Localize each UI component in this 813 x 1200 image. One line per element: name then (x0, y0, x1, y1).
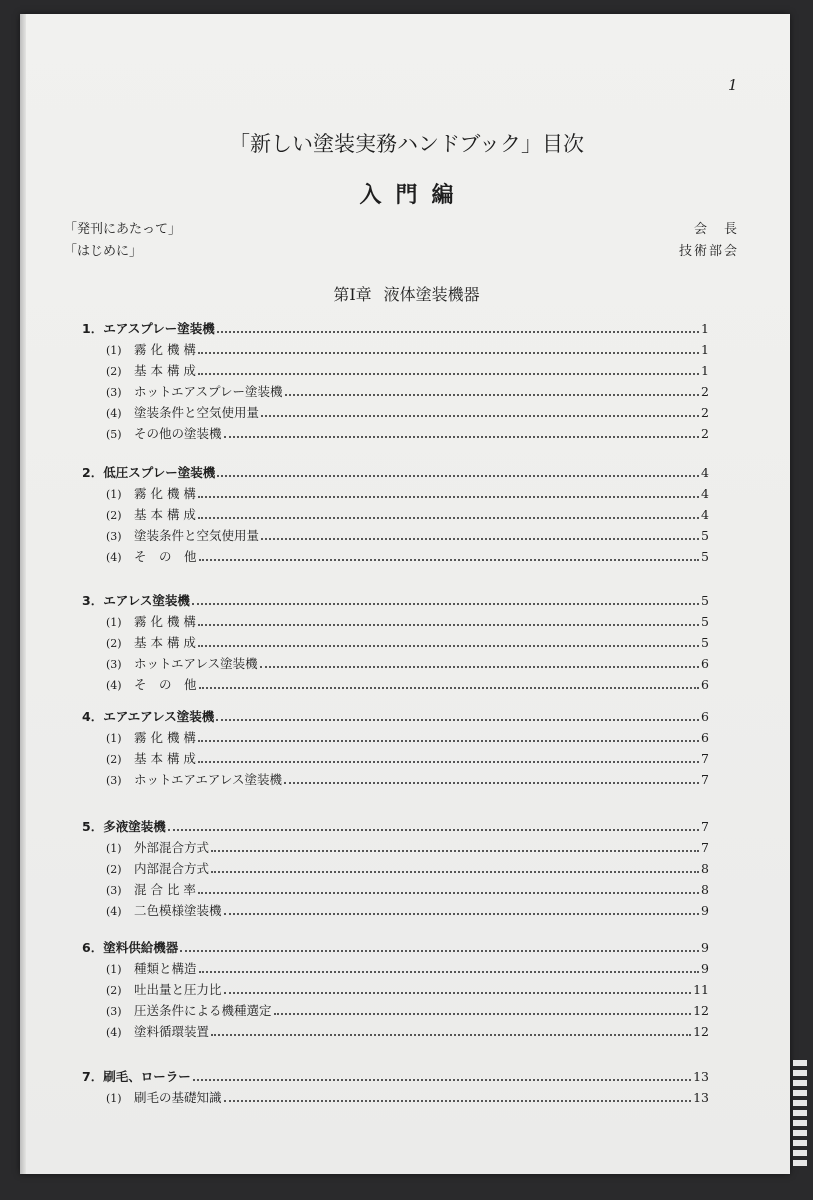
toc-leader-dots (260, 657, 699, 668)
toc-item (106, 484, 709, 504)
toc-item-number: (1) (106, 488, 122, 501)
toc-item (106, 959, 709, 979)
chapter-heading (0, 282, 813, 305)
toc-leader-dots (198, 487, 699, 498)
toc-page-number: 9 (701, 903, 709, 918)
toc-page-number: 7 (701, 751, 709, 766)
toc-item (106, 547, 709, 567)
toc-item (106, 838, 709, 858)
toc-page-number: 6 (701, 709, 709, 724)
toc-subtitle: 入門編 (359, 183, 468, 208)
toc-item-number: (2) (106, 509, 122, 522)
toc-item-label: ホットエアレス塗装機 (134, 656, 258, 671)
toc-page-number: 5 (701, 549, 709, 564)
toc-item-label: 塗装条件と空気使用量 (134, 528, 260, 543)
toc-item-number: (2) (106, 753, 122, 766)
toc-item (106, 675, 709, 695)
toc-page-number: 1 (701, 321, 709, 336)
toc-item (106, 612, 709, 632)
toc-page-number: 2 (701, 384, 709, 399)
toc-leader-dots (224, 1091, 692, 1102)
toc-leader-dots (211, 1025, 691, 1036)
toc-page-number: 12 (693, 1024, 709, 1039)
toc-item-label: 刷毛の基礎知識 (134, 1090, 222, 1105)
toc-page-number: 9 (701, 961, 709, 976)
toc-leader-dots (198, 615, 699, 626)
toc-item (106, 901, 709, 921)
page-number: 1 (728, 76, 738, 94)
toc-leader-dots (198, 731, 699, 742)
toc-page-number: 5 (701, 614, 709, 629)
front-matter-item (64, 240, 739, 259)
toc-leader-dots (224, 427, 700, 438)
toc-item (106, 980, 709, 1000)
toc-item-number: (4) (106, 1026, 122, 1039)
toc-leader-dots (216, 710, 699, 721)
toc-page-number: 8 (701, 882, 709, 897)
toc-page-number: 5 (701, 528, 709, 543)
front-matter-author: 技術部会 (678, 244, 739, 259)
toc-page-number: 6 (701, 730, 709, 745)
front-matter-item (64, 218, 739, 237)
toc-item-number: (3) (106, 1005, 122, 1018)
toc-item (106, 1001, 709, 1021)
toc-item (106, 340, 709, 360)
toc-page-number: 1 (701, 363, 709, 378)
toc-item-label: 混 合 比 率 (134, 882, 196, 897)
toc-item (106, 859, 709, 879)
toc-page-number: 11 (693, 982, 709, 997)
toc-leader-dots (224, 983, 692, 994)
toc-leader-dots (199, 962, 700, 973)
toc-leader-dots (198, 752, 699, 763)
toc-leader-dots (261, 406, 699, 417)
toc-item (106, 1022, 709, 1042)
toc-page-number: 8 (701, 861, 709, 876)
toc-page-number: 9 (701, 940, 709, 955)
toc-item (106, 880, 709, 900)
toc-page-number: 13 (693, 1090, 709, 1105)
toc-section (82, 591, 709, 611)
toc-item-number: (1) (106, 616, 122, 629)
toc-section-label: 5．多液塗装機 (82, 819, 166, 834)
toc-page-number: 4 (701, 486, 709, 501)
toc-item (106, 654, 709, 674)
chapter-number: 第Ⅰ章 (333, 285, 372, 304)
toc-leader-dots (168, 820, 699, 831)
toc-page-number: 2 (701, 405, 709, 420)
toc-page-number: 6 (701, 656, 709, 671)
toc-section (82, 817, 709, 837)
toc-item-number: (2) (106, 365, 122, 378)
toc-section (82, 1067, 709, 1087)
toc-section (82, 707, 709, 727)
toc-item-label: 基 本 構 成 (134, 507, 196, 522)
toc-leader-dots (192, 594, 699, 605)
toc-page-number: 4 (701, 465, 709, 480)
toc-item-label: 基 本 構 成 (134, 751, 196, 766)
toc-item-label: そ の 他 (134, 549, 197, 564)
toc-item-label: ホットエアスプレー塗装機 (134, 384, 283, 399)
toc-item-number: (3) (106, 658, 122, 671)
toc-item-label: 霧 化 機 構 (134, 730, 196, 745)
toc-page-number: 5 (701, 635, 709, 650)
toc-section (82, 938, 709, 958)
chapter-title: 液体塗装機器 (383, 285, 480, 304)
toc-item (106, 633, 709, 653)
toc-item-number: (3) (106, 884, 122, 897)
toc-item-number: (5) (106, 428, 122, 441)
toc-item-label: そ の 他 (134, 677, 197, 692)
toc-item-number: (1) (106, 963, 122, 976)
toc-leader-dots (274, 1004, 692, 1015)
toc-item-label: 二色模様塗装機 (134, 903, 222, 918)
toc-leader-dots (198, 636, 699, 647)
toc-leader-dots (224, 904, 700, 915)
toc-item-label: 霧 化 機 構 (134, 614, 196, 629)
toc-item-number: (1) (106, 344, 122, 357)
toc-section-label: 3．エアレス塗装機 (82, 593, 190, 608)
page-edge-tabs (793, 1060, 807, 1170)
toc-item-label: その他の塗装機 (134, 426, 222, 441)
toc-leader-dots (193, 1070, 691, 1081)
toc-item (106, 382, 709, 402)
toc-item-label: 種類と構造 (134, 961, 197, 976)
toc-item (106, 770, 709, 790)
toc-item-number: (3) (106, 530, 122, 543)
toc-item-label: 外部混合方式 (134, 840, 210, 855)
toc-item-number: (4) (106, 679, 122, 692)
toc-item-label: 塗料循環装置 (134, 1024, 210, 1039)
toc-page-number: 13 (693, 1069, 709, 1084)
toc-leader-dots (217, 466, 699, 477)
toc-item-label: 基 本 構 成 (134, 635, 196, 650)
toc-page-number: 7 (701, 772, 709, 787)
toc-page-number: 2 (701, 426, 709, 441)
toc-item (106, 728, 709, 748)
toc-item (106, 361, 709, 381)
toc-item (106, 424, 709, 444)
toc-page-number: 1 (701, 342, 709, 357)
toc-item-label: 霧 化 機 構 (134, 342, 196, 357)
toc-item-label: ホットエアエアレス塗装機 (134, 772, 283, 787)
toc-item-number: (1) (106, 732, 122, 745)
toc-item (106, 505, 709, 525)
toc-leader-dots (217, 322, 699, 333)
toc-item-number: (1) (106, 1092, 122, 1105)
toc-section-label: 4．エアエアレス塗装機 (82, 709, 215, 724)
toc-section-label: 1．エアスプレー塗装機 (82, 321, 215, 336)
toc-item (106, 749, 709, 769)
toc-item-label: 内部混合方式 (134, 861, 210, 876)
front-matter-label: 「はじめに」 (64, 244, 143, 259)
toc-leader-dots (284, 773, 699, 784)
toc-item-label: 圧送条件による機種選定 (134, 1003, 272, 1018)
toc-page-number: 5 (701, 593, 709, 608)
toc-item-number: (2) (106, 984, 122, 997)
toc-item-number: (4) (106, 407, 122, 420)
toc-item-number: (4) (106, 551, 122, 564)
toc-leader-dots (261, 529, 699, 540)
toc-page-number: 7 (701, 819, 709, 834)
toc-leader-dots (198, 883, 699, 894)
toc-item-number: (1) (106, 842, 122, 855)
toc-leader-dots (180, 941, 699, 952)
toc-leader-dots (285, 385, 700, 396)
toc-item (106, 1088, 709, 1108)
toc-item-number: (2) (106, 863, 122, 876)
toc-leader-dots (199, 678, 700, 689)
toc-item-number: (2) (106, 637, 122, 650)
front-matter-label: 「発刊にあたって」 (64, 222, 182, 237)
toc-item-number: (3) (106, 386, 122, 399)
toc-leader-dots (198, 364, 699, 375)
toc-page-number: 4 (701, 507, 709, 522)
toc-item-label: 霧 化 機 構 (134, 486, 196, 501)
toc-leader-dots (198, 508, 699, 519)
toc-section (82, 319, 709, 339)
toc-item-label: 基 本 構 成 (134, 363, 196, 378)
toc-section (82, 463, 709, 483)
toc-section-label: 6．塗料供給機器 (82, 940, 179, 955)
toc-item-label: 塗装条件と空気使用量 (134, 405, 260, 420)
toc-item-label: 吐出量と圧力比 (134, 982, 222, 997)
toc-leader-dots (211, 862, 699, 873)
toc-item-number: (3) (106, 774, 122, 787)
toc-leader-dots (198, 343, 699, 354)
toc-page-number: 12 (693, 1003, 709, 1018)
toc-item-number: (4) (106, 905, 122, 918)
toc-page-number: 6 (701, 677, 709, 692)
toc-item (106, 403, 709, 423)
toc-page-number: 7 (701, 840, 709, 855)
toc-item (106, 526, 709, 546)
toc-section-label: 7．刷毛、ローラー (82, 1069, 191, 1084)
toc-leader-dots (211, 841, 699, 852)
front-matter-author: 会 長 (693, 222, 739, 237)
toc-title: 「新しい塗装実務ハンドブック」目次 (229, 132, 584, 156)
toc-leader-dots (199, 550, 700, 561)
toc-section-label: 2．低圧スプレー塗装機 (82, 465, 216, 480)
